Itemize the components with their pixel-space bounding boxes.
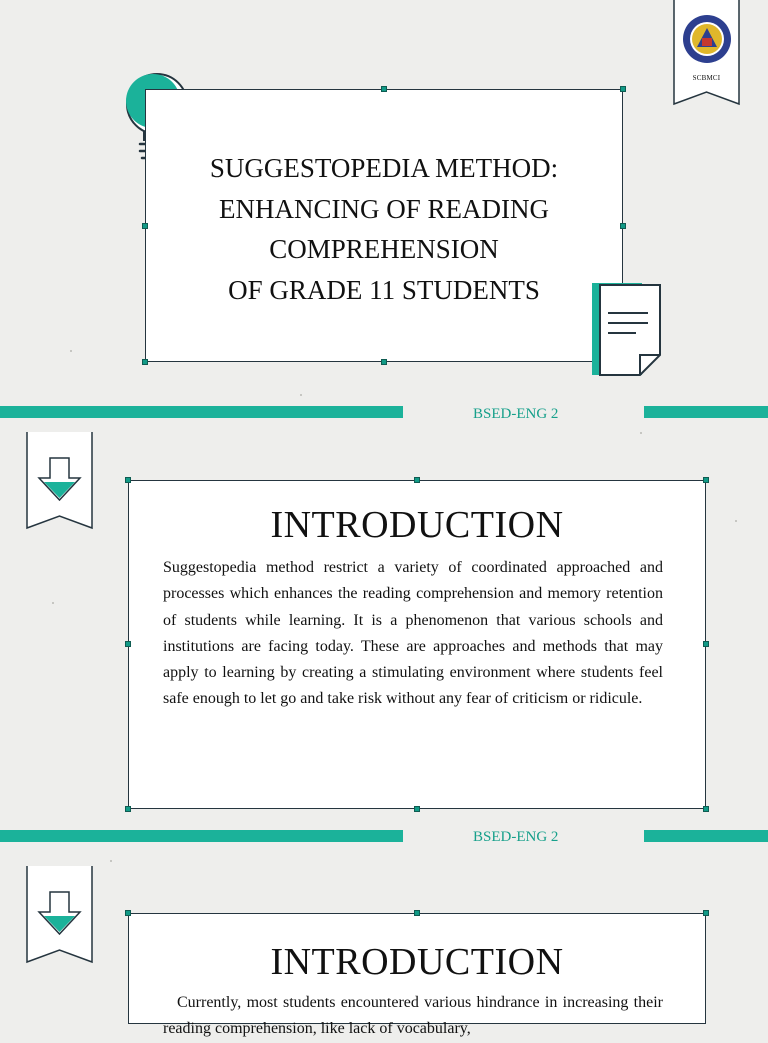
resize-handle (142, 223, 148, 229)
resize-handle (125, 806, 131, 812)
section-heading: INTRODUCTION (270, 504, 564, 546)
resize-handle (125, 641, 131, 647)
background-speck (640, 432, 642, 434)
resize-handle (703, 910, 709, 916)
title-box (145, 89, 623, 362)
background-speck (52, 602, 54, 604)
resize-handle (703, 806, 709, 812)
title-line: SUGGESTOPEDIA METHOD: (209, 153, 559, 183)
title-line: COMPREHENSION (269, 234, 499, 264)
resize-handle (414, 806, 420, 812)
resize-handle (381, 86, 387, 92)
content-card (128, 480, 706, 809)
resize-handle (620, 223, 626, 229)
section-body: Suggestopedia method restrict a variety of coordinated approached and processes which enhances the reading comprehension and memory retention of students while learning. It is a phenomenon that various schools and institutions are facing today. These are approaches and methods that may apply to learning by creating a stimulating environment where students feel safe enough to let go and take risk without any fear of criticism or ridicule. (163, 559, 663, 708)
resize-handle (125, 910, 131, 916)
divider-bar (0, 830, 403, 842)
divider-bar (644, 830, 768, 842)
content-card (128, 913, 706, 1038)
resize-handle (703, 477, 709, 483)
title-line: OF GRADE 11 STUDENTS (228, 274, 540, 305)
resize-handle (703, 641, 709, 647)
background-speck (110, 860, 112, 862)
section-heading: INTRODUCTION (270, 941, 564, 983)
resize-handle (414, 910, 420, 916)
bookmark-ribbon (26, 432, 93, 530)
divider-label: BSED-ENG 2 (473, 829, 559, 845)
resize-handle (414, 477, 420, 483)
title-line: ENHANCING OF READING (219, 193, 549, 224)
resize-handle (142, 359, 148, 365)
resize-handle (381, 359, 387, 365)
divider-bar (644, 406, 768, 418)
section-body: Currently, most students encountered various hindrance in increasing their reading comprehension, like lack of vocabulary, (163, 994, 663, 1038)
background-speck (300, 394, 302, 396)
resize-handle (620, 86, 626, 92)
divider-label: BSED-ENG 2 (473, 406, 559, 422)
divider-bar (0, 406, 403, 418)
school-seal-icon (682, 14, 732, 64)
background-speck (70, 350, 72, 352)
resize-handle (125, 477, 131, 483)
bookmark-ribbon (26, 866, 93, 964)
document-icon (590, 281, 664, 379)
presentation-title (146, 148, 622, 310)
logo-label: SCBMCI (692, 74, 721, 82)
background-speck (735, 520, 737, 522)
